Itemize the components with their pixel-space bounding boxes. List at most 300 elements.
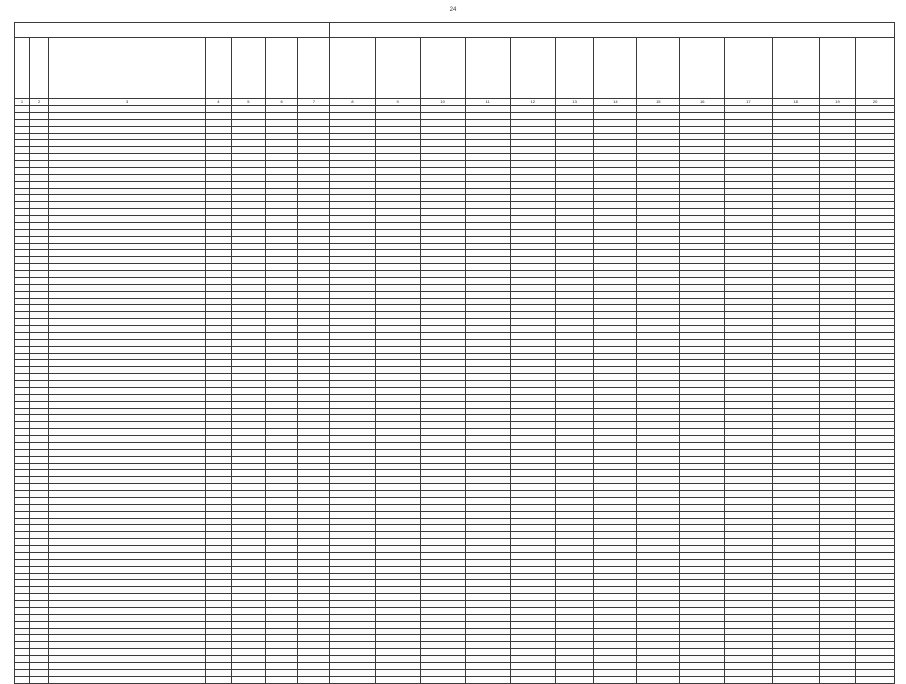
table-cell — [555, 422, 594, 429]
table-cell — [856, 367, 895, 374]
table-cell — [30, 154, 49, 161]
table-row — [15, 202, 895, 209]
table-row — [15, 401, 895, 408]
table-cell — [298, 277, 330, 284]
table-cell — [465, 140, 510, 147]
table-cell — [819, 408, 855, 415]
table-cell — [30, 236, 49, 243]
table-cell — [330, 353, 375, 360]
table-cell — [510, 532, 555, 539]
table-cell — [15, 167, 30, 174]
table-cell — [819, 642, 855, 649]
table-cell — [772, 532, 819, 539]
table-cell — [420, 216, 465, 223]
table-cell — [856, 195, 895, 202]
table-cell — [555, 332, 594, 339]
table-cell — [637, 119, 680, 126]
table-cell — [375, 195, 420, 202]
table-cell — [555, 222, 594, 229]
table-cell — [637, 656, 680, 663]
table-cell — [725, 442, 772, 449]
table-cell — [465, 126, 510, 133]
column-header — [637, 38, 680, 99]
table-cell — [298, 112, 330, 119]
table-cell — [510, 415, 555, 422]
table-cell — [819, 195, 855, 202]
table-cell — [266, 339, 298, 346]
table-cell — [420, 140, 465, 147]
table-cell — [375, 387, 420, 394]
table-cell — [15, 676, 30, 683]
table-cell — [856, 298, 895, 305]
table-cell — [231, 635, 265, 642]
table-cell — [594, 332, 637, 339]
table-cell — [856, 470, 895, 477]
table-cell — [266, 497, 298, 504]
table-cell — [375, 491, 420, 498]
table-cell — [680, 491, 725, 498]
table-cell — [15, 161, 30, 168]
table-cell — [680, 594, 725, 601]
table-cell — [725, 491, 772, 498]
table-cell — [30, 559, 49, 566]
table-cell — [30, 305, 49, 312]
table-cell — [725, 209, 772, 216]
table-cell — [30, 408, 49, 415]
table-cell — [298, 559, 330, 566]
table-cell — [555, 607, 594, 614]
table-cell — [266, 484, 298, 491]
table-row — [15, 504, 895, 511]
table-cell — [637, 236, 680, 243]
table-cell — [298, 628, 330, 635]
table-cell — [420, 264, 465, 271]
table-cell — [206, 614, 232, 621]
table-cell — [330, 662, 375, 669]
table-cell — [819, 222, 855, 229]
table-cell — [819, 257, 855, 264]
table-cell — [298, 601, 330, 608]
table-cell — [330, 346, 375, 353]
table-cell — [375, 394, 420, 401]
table-cell — [49, 656, 206, 663]
table-cell — [725, 291, 772, 298]
table-cell — [330, 181, 375, 188]
table-cell — [465, 106, 510, 113]
table-cell — [330, 642, 375, 649]
table-cell — [594, 202, 637, 209]
table-cell — [819, 147, 855, 154]
table-cell — [298, 621, 330, 628]
table-cell — [680, 181, 725, 188]
table-cell — [510, 112, 555, 119]
table-cell — [510, 559, 555, 566]
table-cell — [15, 669, 30, 676]
table-row — [15, 470, 895, 477]
table-cell — [49, 628, 206, 635]
table-cell — [637, 209, 680, 216]
table-cell — [510, 649, 555, 656]
table-cell — [298, 236, 330, 243]
table-cell — [465, 607, 510, 614]
table-cell — [594, 161, 637, 168]
table-cell — [49, 484, 206, 491]
table-cell — [856, 456, 895, 463]
table-cell — [637, 305, 680, 312]
table-cell — [206, 401, 232, 408]
table-cell — [819, 415, 855, 422]
table-cell — [15, 360, 30, 367]
table-cell — [15, 339, 30, 346]
table-cell — [819, 552, 855, 559]
table-cell — [30, 484, 49, 491]
table-cell — [680, 119, 725, 126]
table-cell — [206, 594, 232, 601]
table-cell — [49, 174, 206, 181]
table-cell — [856, 209, 895, 216]
table-cell — [637, 353, 680, 360]
table-cell — [772, 339, 819, 346]
table-cell — [266, 470, 298, 477]
table-cell — [594, 587, 637, 594]
table-cell — [206, 229, 232, 236]
table-cell — [555, 635, 594, 642]
table-cell — [772, 669, 819, 676]
table-cell — [819, 463, 855, 470]
table-cell — [266, 319, 298, 326]
table-cell — [637, 216, 680, 223]
table-cell — [856, 580, 895, 587]
table-cell — [330, 614, 375, 621]
table-cell — [49, 546, 206, 553]
table-cell — [15, 491, 30, 498]
table-cell — [856, 181, 895, 188]
table-cell — [594, 580, 637, 587]
table-cell — [231, 449, 265, 456]
table-cell — [375, 257, 420, 264]
column-number: 2 — [30, 99, 49, 106]
table-cell — [680, 339, 725, 346]
table-cell — [465, 133, 510, 140]
table-cell — [510, 614, 555, 621]
table-cell — [680, 271, 725, 278]
table-cell — [330, 216, 375, 223]
table-cell — [49, 497, 206, 504]
table-cell — [772, 140, 819, 147]
table-cell — [856, 222, 895, 229]
table-cell — [856, 236, 895, 243]
table-cell — [555, 628, 594, 635]
table-cell — [49, 669, 206, 676]
table-cell — [420, 518, 465, 525]
table-cell — [231, 381, 265, 388]
table-cell — [15, 133, 30, 140]
table-cell — [266, 401, 298, 408]
table-cell — [298, 442, 330, 449]
table-cell — [510, 463, 555, 470]
table-cell — [680, 367, 725, 374]
table-cell — [637, 133, 680, 140]
table-cell — [555, 649, 594, 656]
table-cell — [465, 497, 510, 504]
table-cell — [375, 381, 420, 388]
column-number: 5 — [231, 99, 265, 106]
table-cell — [856, 174, 895, 181]
table-cell — [465, 635, 510, 642]
table-cell — [375, 649, 420, 656]
table-cell — [298, 154, 330, 161]
table-cell — [637, 312, 680, 319]
table-cell — [298, 387, 330, 394]
table-cell — [555, 532, 594, 539]
table-cell — [594, 312, 637, 319]
table-cell — [298, 504, 330, 511]
table-cell — [375, 332, 420, 339]
table-cell — [510, 662, 555, 669]
table-cell — [555, 525, 594, 532]
table-cell — [465, 326, 510, 333]
table-cell — [555, 154, 594, 161]
table-row — [15, 312, 895, 319]
table-cell — [206, 669, 232, 676]
table-cell — [465, 484, 510, 491]
table-cell — [206, 436, 232, 443]
table-cell — [420, 449, 465, 456]
table-cell — [680, 429, 725, 436]
table-cell — [206, 676, 232, 683]
table-cell — [266, 539, 298, 546]
table-cell — [594, 271, 637, 278]
table-cell — [680, 642, 725, 649]
table-cell — [231, 525, 265, 532]
table-cell — [819, 442, 855, 449]
table-row — [15, 491, 895, 498]
table-cell — [231, 374, 265, 381]
column-number: 18 — [772, 99, 819, 106]
table-row — [15, 669, 895, 676]
table-cell — [266, 463, 298, 470]
table-cell — [30, 401, 49, 408]
table-cell — [725, 642, 772, 649]
table-cell — [30, 195, 49, 202]
table-cell — [856, 119, 895, 126]
table-cell — [637, 264, 680, 271]
table-cell — [330, 573, 375, 580]
table-cell — [231, 277, 265, 284]
table-cell — [680, 511, 725, 518]
table-cell — [856, 264, 895, 271]
table-cell — [637, 463, 680, 470]
table-cell — [637, 188, 680, 195]
table-cell — [420, 401, 465, 408]
table-cell — [330, 236, 375, 243]
table-group-header — [330, 23, 895, 38]
table-cell — [856, 656, 895, 663]
table-cell — [231, 436, 265, 443]
table-cell — [206, 607, 232, 614]
table-cell — [298, 394, 330, 401]
table-cell — [30, 332, 49, 339]
table-cell — [266, 161, 298, 168]
table-cell — [772, 188, 819, 195]
table-row — [15, 552, 895, 559]
column-number: 3 — [49, 99, 206, 106]
table-cell — [772, 518, 819, 525]
table-cell — [772, 580, 819, 587]
table-cell — [375, 546, 420, 553]
table-cell — [231, 140, 265, 147]
table-row — [15, 126, 895, 133]
table-cell — [856, 614, 895, 621]
table-cell — [420, 429, 465, 436]
table-cell — [819, 484, 855, 491]
table-cell — [819, 119, 855, 126]
table-cell — [725, 284, 772, 291]
table-cell — [30, 202, 49, 209]
table-cell — [15, 243, 30, 250]
table-cell — [266, 422, 298, 429]
table-cell — [420, 525, 465, 532]
table-cell — [49, 422, 206, 429]
table-cell — [49, 195, 206, 202]
table-cell — [555, 326, 594, 333]
table-cell — [49, 312, 206, 319]
table-cell — [555, 552, 594, 559]
table-cell — [15, 174, 30, 181]
table-cell — [206, 463, 232, 470]
table-cell — [465, 408, 510, 415]
table-cell — [15, 319, 30, 326]
table-cell — [637, 607, 680, 614]
table-cell — [330, 442, 375, 449]
table-cell — [375, 449, 420, 456]
table-cell — [206, 656, 232, 663]
table-cell — [637, 449, 680, 456]
table-row — [15, 367, 895, 374]
table-cell — [15, 566, 30, 573]
table-cell — [594, 257, 637, 264]
table-cell — [15, 511, 30, 518]
table-cell — [637, 559, 680, 566]
table-cell — [510, 676, 555, 683]
table-cell — [510, 243, 555, 250]
table-cell — [298, 649, 330, 656]
table-cell — [420, 374, 465, 381]
table-cell — [266, 188, 298, 195]
table-cell — [772, 174, 819, 181]
table-cell — [30, 291, 49, 298]
table-cell — [231, 106, 265, 113]
table-cell — [680, 147, 725, 154]
table-row — [15, 649, 895, 656]
table-cell — [15, 154, 30, 161]
table-cell — [330, 106, 375, 113]
table-row — [15, 415, 895, 422]
table-cell — [420, 360, 465, 367]
table-cell — [772, 477, 819, 484]
table-cell — [772, 374, 819, 381]
table-cell — [298, 614, 330, 621]
table-cell — [594, 477, 637, 484]
table-cell — [819, 326, 855, 333]
table-cell — [375, 594, 420, 601]
table-cell — [15, 628, 30, 635]
table-cell — [15, 587, 30, 594]
table-cell — [772, 470, 819, 477]
table-cell — [680, 360, 725, 367]
table-cell — [420, 470, 465, 477]
table-cell — [594, 394, 637, 401]
table-cell — [330, 257, 375, 264]
table-cell — [510, 511, 555, 518]
table-cell — [594, 552, 637, 559]
table-cell — [375, 161, 420, 168]
table-cell — [420, 202, 465, 209]
table-cell — [637, 112, 680, 119]
table-cell — [231, 326, 265, 333]
table-cell — [856, 594, 895, 601]
table-cell — [637, 394, 680, 401]
table-cell — [510, 456, 555, 463]
table-cell — [772, 332, 819, 339]
table-cell — [856, 449, 895, 456]
table-row — [15, 656, 895, 663]
table-cell — [206, 525, 232, 532]
table-cell — [772, 436, 819, 443]
table-cell — [772, 621, 819, 628]
table-cell — [680, 546, 725, 553]
table-cell — [819, 106, 855, 113]
table-cell — [266, 649, 298, 656]
table-cell — [772, 167, 819, 174]
table-cell — [231, 669, 265, 676]
table-cell — [206, 181, 232, 188]
column-number: 14 — [594, 99, 637, 106]
table-cell — [330, 676, 375, 683]
table-cell — [420, 614, 465, 621]
table-cell — [856, 126, 895, 133]
table-cell — [266, 181, 298, 188]
table-cell — [30, 532, 49, 539]
table-cell — [15, 326, 30, 333]
table-cell — [680, 566, 725, 573]
table-cell — [206, 271, 232, 278]
table-cell — [725, 504, 772, 511]
table-cell — [680, 167, 725, 174]
table-cell — [555, 291, 594, 298]
table-cell — [594, 408, 637, 415]
table-cell — [420, 628, 465, 635]
table-cell — [510, 161, 555, 168]
table-cell — [594, 250, 637, 257]
table-cell — [680, 312, 725, 319]
table-cell — [49, 250, 206, 257]
table-cell — [206, 662, 232, 669]
table-cell — [420, 504, 465, 511]
table-cell — [465, 174, 510, 181]
table-cell — [375, 621, 420, 628]
table-cell — [49, 566, 206, 573]
table-cell — [594, 360, 637, 367]
table-cell — [30, 518, 49, 525]
table-row — [15, 429, 895, 436]
table-cell — [231, 339, 265, 346]
table-cell — [594, 566, 637, 573]
table-cell — [637, 552, 680, 559]
table-cell — [375, 360, 420, 367]
table-cell — [375, 429, 420, 436]
table-cell — [594, 429, 637, 436]
